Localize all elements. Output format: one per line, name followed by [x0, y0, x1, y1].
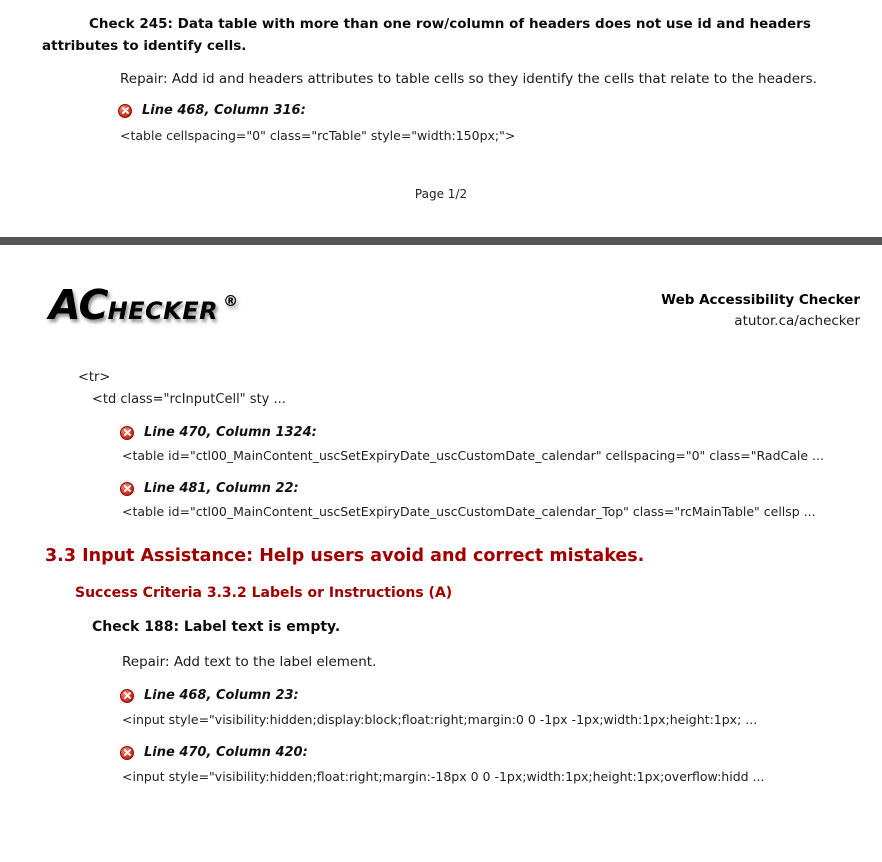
- error-icon: [120, 689, 134, 703]
- error-location-row: [120, 481, 299, 496]
- error-location-row: [120, 425, 317, 440]
- error-location-row: [118, 103, 306, 118]
- success-criteria-heading: Success Criteria 3.3.2 Labels or Instructions (A): [75, 585, 453, 601]
- check-245-title: Check 245: Data table with more than one row/column of headers does not use id and headers attributes to identify cells.: [42, 16, 811, 54]
- logo-text-hecker: HECKER: [107, 297, 219, 325]
- registered-trademark-icon: ®: [223, 292, 239, 310]
- error-location-label: Line 470, Column 420:: [144, 745, 308, 760]
- error-location-label: Line 470, Column 1324:: [144, 425, 317, 440]
- code-context-line: <tr>: [78, 370, 111, 385]
- page-break-divider: [0, 237, 882, 245]
- guideline-heading: 3.3 Input Assistance: Help users avoid and correct mistakes.: [45, 546, 645, 566]
- error-icon: [120, 426, 134, 440]
- error-location-row: [120, 688, 299, 703]
- report-header-right: [661, 290, 860, 332]
- achecker-logo: [49, 281, 239, 329]
- repair-instruction: Repair: Add id and headers attributes to table cells so they identify the cells that relate to the headers.: [120, 71, 817, 87]
- report-title: Web Accessibility Checker: [661, 292, 860, 308]
- logo-text-ac: AC: [49, 281, 108, 329]
- error-location-row: [120, 745, 308, 760]
- error-code-snippet: <table id="ctl00_MainContent_uscSetExpiryDate_uscCustomDate_calendar" cellspacing="0" class="RadCale ...: [122, 448, 824, 463]
- error-icon: [118, 104, 132, 118]
- error-code-snippet: <table id="ctl00_MainContent_uscSetExpiryDate_uscCustomDate_calendar_Top" class="rcMainTable" cellsp ...: [122, 504, 816, 519]
- repair-instruction: Repair: Add text to the label element.: [122, 654, 377, 670]
- check-188-title: Check 188: Label text is empty.: [92, 619, 341, 635]
- error-location-label: Line 468, Column 316:: [142, 103, 306, 118]
- error-location-label: Line 481, Column 22:: [144, 481, 299, 496]
- error-code-snippet: <table cellspacing="0" class="rcTable" style="width:150px;">: [120, 128, 516, 143]
- report-url: atutor.ca/achecker: [734, 313, 860, 329]
- error-location-label: Line 468, Column 23:: [144, 688, 299, 703]
- page-number: Page 1/2: [414, 187, 468, 201]
- code-context-line: <td class="rcInputCell" sty ...: [92, 392, 286, 407]
- error-icon: [120, 482, 134, 496]
- error-code-snippet: <input style="visibility:hidden;float:right;margin:-18px 0 0 -1px;width:1px;height:1px;overflow:hidd ...: [122, 769, 765, 784]
- error-code-snippet: <input style="visibility:hidden;display:block;float:right;margin:0 0 -1px -1px;width:1px;height:1px; ...: [122, 712, 758, 727]
- error-icon: [120, 746, 134, 760]
